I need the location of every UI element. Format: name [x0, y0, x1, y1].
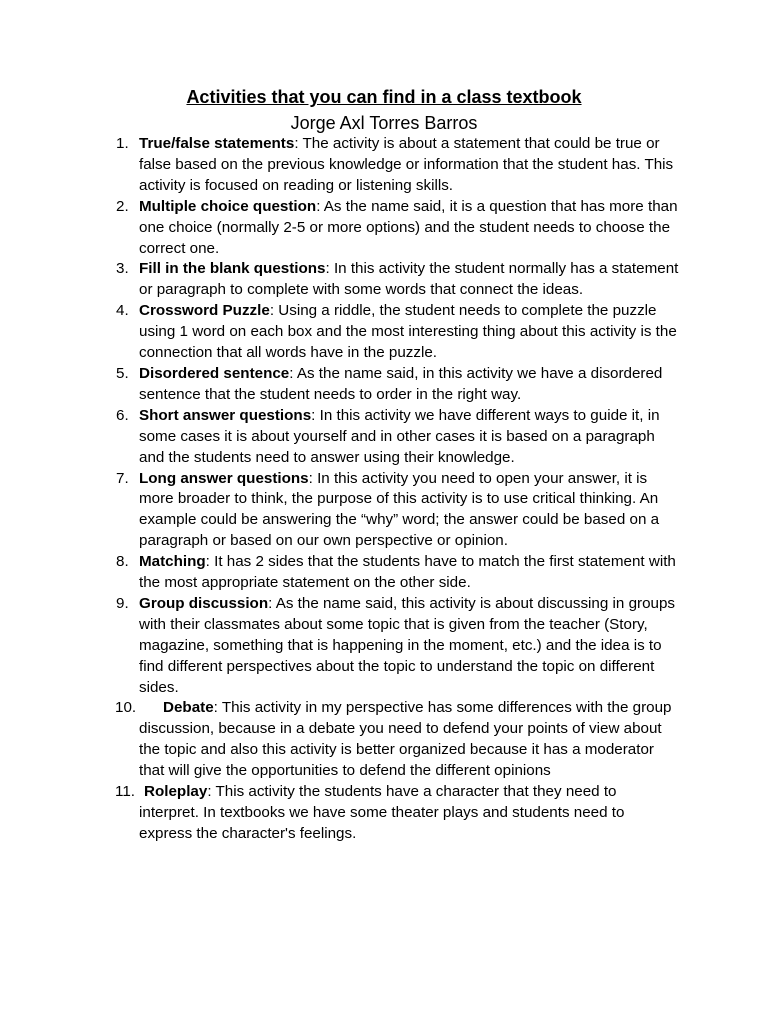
list-item: [0, 469, 679, 553]
item-number: 9.: [116, 594, 129, 612]
item-number: 8.: [116, 553, 129, 571]
item-text: : The activity is about a statement that could be true or false based on the previous knowledge or information that the student has. This activity is focused on reading or listening skills.: [139, 135, 674, 194]
list-item: [0, 698, 679, 782]
item-term: True/false statements: [139, 135, 295, 152]
item-number: 11.: [115, 783, 135, 801]
item-term: Short answer questions: [139, 406, 312, 424]
item-term: Debate: [163, 699, 214, 717]
item-term: Long answer questions: [139, 469, 309, 487]
list-item: [0, 552, 679, 594]
list-item: [0, 406, 679, 469]
item-term: Group discussion: [139, 594, 269, 612]
document-title: Activities that you can find in a class textbook: [186, 87, 582, 107]
activity-list: [0, 134, 768, 845]
list-item: [0, 134, 679, 197]
item-text: : In this activity the student normally has a statement or paragraph to complete with some words that connect the ideas.: [139, 260, 679, 299]
item-term: Multiple choice question: [139, 197, 317, 215]
item-term: Disordered sentence: [139, 364, 290, 382]
item-text: : This activity the students have a character that they need to interpret. In textbooks we have some theater plays and students need to express the character's feelings.: [139, 783, 625, 842]
item-number: 1.: [116, 135, 129, 152]
item-term: Crossword Puzzle: [139, 302, 270, 320]
item-number: 10.: [115, 699, 137, 717]
list-item: [0, 364, 679, 406]
item-number: 2.: [116, 197, 129, 215]
item-text: : As the name said, it is a question that has more than one choice (normally 2-5 or more options) and the student needs to choose the correct one.: [139, 197, 678, 257]
item-number: 5.: [116, 364, 129, 382]
item-text: : In this activity we have different ways to guide it, in some cases it is about yourself and in other cases it is based on a paragraph and the students need to answer using their knowledge.: [139, 406, 660, 466]
item-text: : It has 2 sides that the students have to match the first statement with the most appropriate statement on the other side.: [139, 553, 676, 592]
item-text: : As the name said, in this activity we have a disordered sentence that the student needs to order in the right way.: [139, 364, 663, 403]
item-term: Roleplay: [144, 783, 208, 801]
item-text: : This activity in my perspective has some differences with the group discussion, because in a debate you need to defend your points of view about the topic and also this activity is better organized because it has a moderator that will give the opportunities to defend the different opinions: [139, 699, 672, 780]
item-term: Fill in the blank questions: [139, 260, 326, 278]
item-number: 4.: [116, 302, 129, 320]
list-item: [0, 259, 679, 301]
list-item: [0, 301, 679, 364]
list-item: [0, 594, 679, 699]
item-text: : In this activity you need to open your answer, it is more broader to think, the purpose of this activity is to use critical thinking. An example could be answering the “why” word; the answer could be based on a paragraph or based on our own perspective or opinion.: [139, 469, 660, 550]
item-text: : Using a riddle, the student needs to complete the puzzle using 1 word on each box and the most interesting thing about this activity is the connection that all words have in the puzzle.: [139, 302, 677, 362]
item-term: Matching: [139, 553, 206, 571]
item-number: 3.: [116, 260, 129, 278]
item-number: 6.: [116, 406, 129, 424]
item-text: : As the name said, this activity is about discussing in groups with their classmates about some topic that is given from the teacher (Story, magazine, something that is happening in the moment, etc.) and the idea is to find different perspectives about the topic to understand the topic on different sides.: [139, 594, 676, 696]
list-item: [0, 197, 679, 260]
author-name: Jorge Axl Torres Barros: [290, 113, 478, 133]
list-item: [0, 782, 679, 845]
item-number: 7.: [116, 469, 129, 487]
